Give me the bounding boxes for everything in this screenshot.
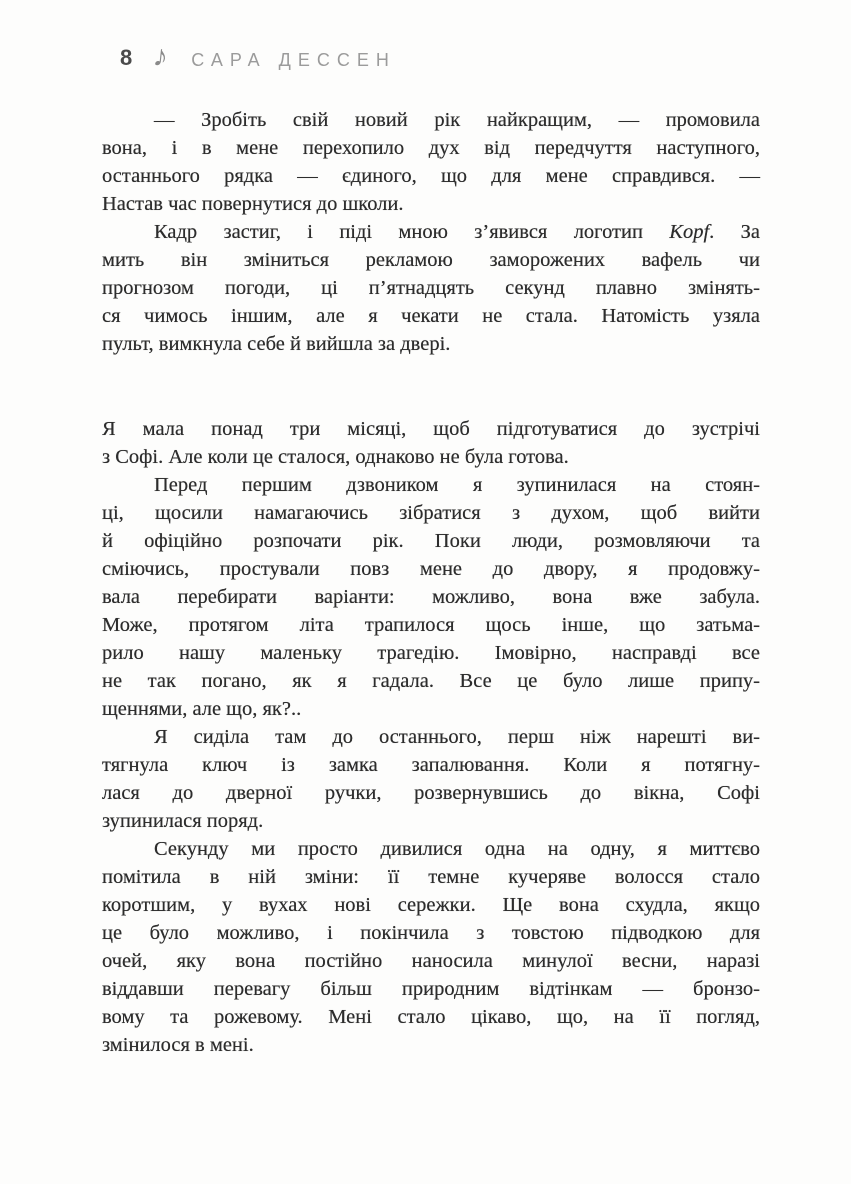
text-line: вала перебирати варіанти: можливо, вона вже забула. <box>102 586 760 608</box>
text-line: сміючись, простували повз мене до двору, я продовжу- <box>102 558 760 580</box>
paragraph <box>102 106 760 218</box>
paragraph <box>102 471 760 723</box>
text-line: пульт, вимкнула себе й вийшла за двері. <box>102 333 451 355</box>
text-line: прогнозом погоди, ці п’ятнадцять секунд плавно змінять- <box>102 277 760 299</box>
text-line: коротшим, у вухах нові сережки. Ще вона схудла, якщо <box>102 894 760 916</box>
text-line: це було можливо, і покінчила з товстою підводкою для <box>102 922 760 944</box>
text-line: вому та рожевому. Мені стало цікаво, що, на її погляд, <box>102 1006 760 1028</box>
text-line: — Зробіть свій новий рік найкращим, — промовила <box>154 109 760 131</box>
text-line: зупинилася поряд. <box>102 810 264 832</box>
text-line: ці, щосили намагаючись зібратися з духом, щоб вийти <box>102 502 760 524</box>
text-line: змінилося в мені. <box>102 1034 254 1056</box>
text-line: Я сиділа там до останнього, перш ніж нарешті ви- <box>154 726 760 748</box>
text-line: не так погано, як я гадала. Все це було лише припу- <box>102 670 760 692</box>
text-line: тягнула ключ із замка запалювання. Коли я потягну- <box>102 754 760 776</box>
running-head-author: САРА ДЕССЕН <box>191 50 396 70</box>
text-line: помітила в ній зміни: її темне кучеряве волосся стало <box>102 866 760 888</box>
text-line: Кадр застиг, і піді мною з’явився логотип Kopf. За <box>154 221 760 243</box>
page-header <box>120 39 396 74</box>
paragraph <box>102 218 760 358</box>
text-line: рило нашу маленьку трагедію. Імовірно, насправді все <box>102 642 760 664</box>
text-line: щеннями, але що, як?.. <box>102 698 302 720</box>
text-line: Настав час повернутися до школи. <box>102 193 404 215</box>
text-line: з Софі. Але коли це сталося, однаково не була готова. <box>102 446 569 468</box>
text-line: лася до дверної ручки, розвернувшись до вікна, Софі <box>102 782 760 804</box>
text-line: віддавши перевагу більш природним відтінкам — бронзо- <box>102 978 760 1000</box>
text-line: Перед першим дзвоником я зупинилася на стоян- <box>154 474 760 496</box>
text-line: вона, і в мене перехопило дух від передчуття наступного, <box>102 137 760 159</box>
text-line: останнього рядка — єдиного, що для мене справдився. — <box>102 165 760 187</box>
text-line: ся чимось іншим, але я чекати не стала. Натомість узяла <box>102 305 760 327</box>
paragraph <box>102 723 760 835</box>
text-line: очей, яку вона постійно наносила минулої весни, наразі <box>102 950 760 972</box>
music-note-icon: ♪ <box>151 39 170 74</box>
paragraph <box>102 835 760 1059</box>
page-number: 8 <box>120 45 133 70</box>
text-line: Секунду ми просто дивилися одна на одну, я миттєво <box>154 838 760 860</box>
text-line: мить він зміниться рекламою заморожених вафель чи <box>102 249 760 271</box>
paragraph <box>102 415 760 471</box>
page-text <box>102 106 760 1059</box>
text-line: й офіційно розпочати рік. Поки люди, розмовляючи та <box>102 530 760 552</box>
text-line: Я мала понад три місяці, щоб підготуватися до зустрічі <box>102 418 760 440</box>
text-line: Може, протягом літа трапилося щось інше, що затьма- <box>102 614 760 636</box>
